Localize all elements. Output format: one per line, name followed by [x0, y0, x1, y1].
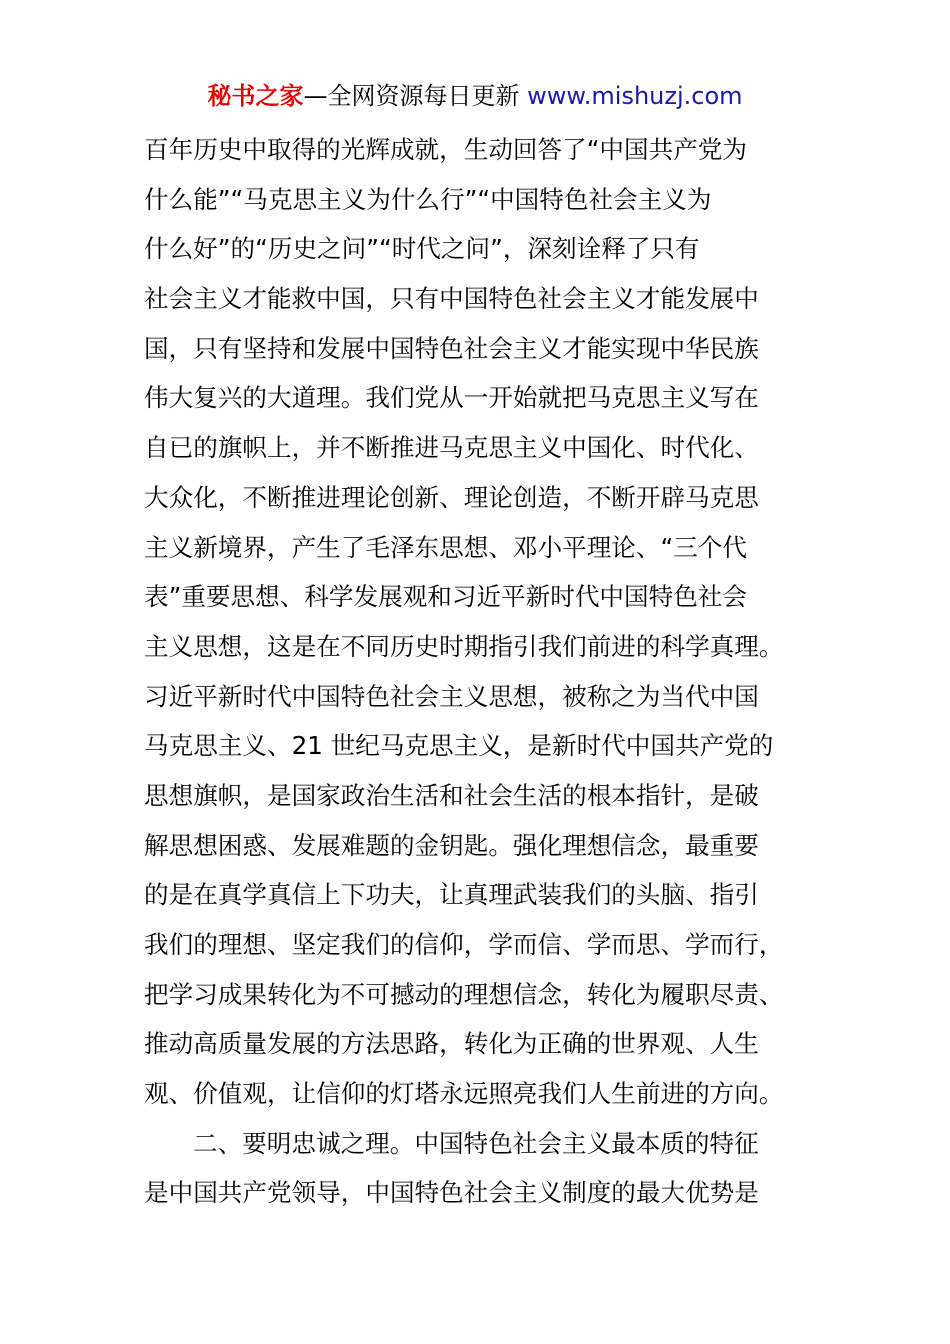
text-line: 把学习成果转化为不可撼动的理想信念，转化为履职尽责、	[144, 979, 784, 1009]
site-header	[0, 80, 950, 112]
text-line: 自已的旗帜上，并不断推进马克思主义中国化、时代化、	[144, 433, 759, 463]
text-line: 解思想困惑、发展难题的金钥匙。强化理想信念，最重要	[144, 830, 759, 860]
text-line: 表”重要思想、科学发展观和习近平新时代中国特色社会	[144, 582, 747, 612]
text-line: 是中国共产党领导，中国特色社会主义制度的最大优势是	[144, 1178, 759, 1208]
text-line: 国，只有坚持和发展中国特色社会主义才能实现中华民族	[144, 333, 759, 363]
brand-name: 秘书之家	[207, 82, 304, 110]
header-tagline: —全网资源每日更新	[303, 82, 520, 110]
text-line: 大众化，不断推进理论创新、理论创造，不断开辟马克思	[144, 482, 759, 512]
text-line: 思想旗帜，是国家政治生活和社会生活的根本指针，是破	[144, 780, 759, 810]
text-line: 百年历史中取得的光辉成就，生动回答了“中国共产党为	[144, 135, 747, 164]
text-line: 社会主义才能救中国，只有中国特色社会主义才能发展中	[144, 284, 759, 314]
text-line: 我们的理想、坚定我们的信仰，学而信、学而思、学而行，	[144, 930, 784, 959]
text-line: 推动高质量发展的方法思路，转化为正确的世界观、人生	[144, 1029, 759, 1059]
text-line: 伟大复兴的大道理。我们党从一开始就把马克思主义写在	[144, 383, 759, 413]
text-line: 主义思想，这是在不同历史时期指引我们前进的科学真理。	[144, 631, 784, 661]
text-line: 习近平新时代中国特色社会主义思想，被称之为当代中国	[144, 681, 759, 711]
text-line: 的是在真学真信上下功夫，让真理武装我们的头脑、指引	[144, 880, 759, 910]
text-line: 什么好”的“历史之问”“时代之问”，深刻诠释了只有	[144, 234, 700, 264]
text-line: 什么能”“马克思主义为什么行”“中国特色社会主义为	[144, 184, 712, 214]
document-body	[144, 125, 806, 1218]
site-url-link[interactable]: www.mishuzj.com	[527, 82, 743, 110]
text-line: 马克思主义、21 世纪马克思主义，是新时代中国共产党的	[144, 731, 774, 761]
section-heading-line: 二、要明忠诚之理。中国特色社会主义最本质的特征	[193, 1128, 759, 1158]
text-line: 主义新境界，产生了毛泽东思想、邓小平理论、“三个代	[144, 532, 747, 562]
text-line: 观、价值观，让信仰的灯塔永远照亮我们人生前进的方向。	[144, 1079, 784, 1109]
